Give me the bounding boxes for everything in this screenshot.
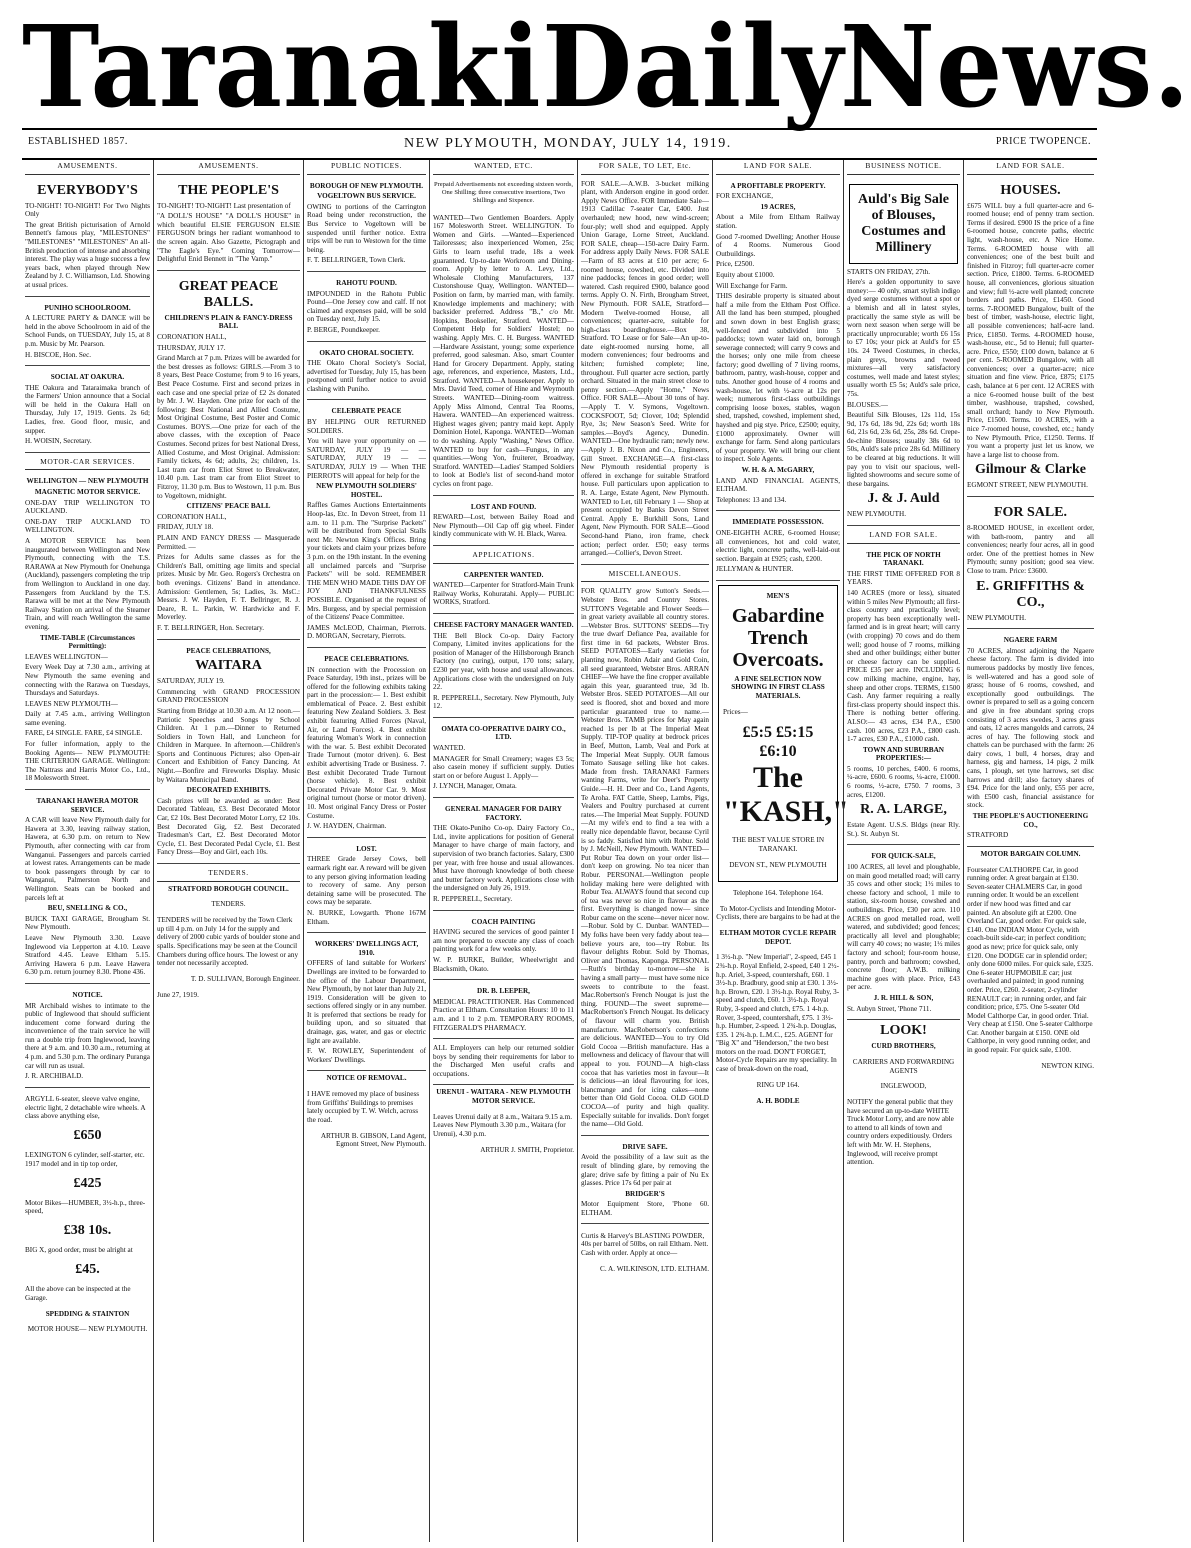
ad-signature: ARTHUR J. SMITH, Proprietor. [480, 1145, 574, 1154]
section-heading: LAND FOR SALE. [847, 529, 960, 544]
ad-address: Motor Equipment Store, 'Phone 60. ELTHAM. [581, 1200, 709, 1217]
ad-date: THURSDAY, JULY 17. [157, 343, 226, 352]
ad-firm: Gilmour & Clarke [975, 462, 1086, 478]
ad-title: THE PEOPLE'S [178, 182, 279, 198]
ad-body: Curtis & Harvey's BLASTING POWDER, 40s per barrel of 50lbs, on rail Eltham. Nett. Cash with order. Apply at once— [581, 1231, 709, 1257]
ad-title: FOR SALE. [993, 505, 1068, 520]
ad-title: SOCIAL AT OAKURA. [50, 373, 125, 382]
column-amusements-1 [22, 160, 153, 1542]
ad-signature: J. W. HAYDEN, Chairman. [307, 822, 387, 831]
ad-body: IMPOUNDED in the Rahotu Public Pound—One Jersey cow and calf. If not claimed and expenses paid, will be sold on Tuesday next, July 15. [307, 289, 426, 324]
ad-body: MR Archibald wishes to intimate to the public of Inglewood that should sufficient inducement come forward during the inconvenience of the train service he will run a double trip from Inglewood, leaving there at 9 a.m. and 10.30 a.m., returning at 4 p.m. and 5.30 p.m. The ordinary Puranga car will run as usual. [25, 1001, 150, 1070]
ad-fare: FARE, £4 SINGLE. FARE, £4 SINGLE. [25, 729, 143, 738]
ad-signature: JELLYMAN & HUNTER. [716, 565, 794, 574]
ad-ngaere-farm [967, 632, 1094, 847]
dateline: NEW PLYMOUTH, MONDAY, JULY 14, 1919. [404, 136, 732, 151]
ad-line: ONE-DAY TRIP AUCKLAND TO WELLINGTON. [25, 517, 150, 535]
ad-address: NEW PLYMOUTH. [967, 613, 1027, 622]
ad-price: £425 [73, 1175, 102, 1191]
ad-title: FOR QUICK-SALE, [871, 852, 936, 861]
ad-line: ONE-DAY TRIP WELLINGTON TO AUCKLAND. [25, 498, 150, 516]
ad-title: CHEESE FACTORY MANAGER WANTED. [433, 620, 574, 629]
ad-title: OKATO CHORAL SOCIETY. [319, 348, 414, 357]
ad-line: Daily at 7.45 a.m., arriving Wellington same evening. [25, 710, 150, 727]
ad-body: A MOTOR SERVICE has been inaugurated between Wellington and New Plymouth, connecting with the T.S. RARAWA at New Plymouth for Onehunga (Auckland), passengers completing the trip from Wellington to Auckland in one day. Passengers from Auckland by the T.S. Rarawa will be met at the New Plymouth Railway Station on arrival of the Steamer Train, and will reach Wellington the same evening. [25, 537, 150, 631]
ad-address: LAND AND FINANCIAL AGENTS, ELTHAM. [716, 476, 840, 494]
ad-subtitle: CARRIERS AND FORWARDING AGENTS [852, 1057, 955, 1075]
ad-signature: W. P. BURKE, Builder, Wheelwright and Blacksmith, Okato. [433, 955, 574, 973]
ad-waitara [157, 643, 300, 864]
ad-title: LOST. [356, 844, 377, 853]
ad-body: THE Bell Block Co-op. Dairy Factory Company, Limited invites applications for the position of Manager of the Hillsborough Branch Factory (no curing), output, 170 tons; salary, £230 per year, with house and usual allowances. Applications close with the undersigned on July 22. [433, 631, 574, 692]
ad-firm: SPEDDING & STAINTON [45, 1309, 130, 1318]
ad-line: All the above can be inspected at the Garage. [25, 1285, 131, 1302]
ad-magnetic [25, 473, 150, 790]
ad-employers [433, 1042, 574, 1085]
columns [22, 160, 1097, 1542]
ad-address: Estate Agent. U.S.S. Bldgs (near Rly. St.). St. Aubyn St. [847, 821, 960, 838]
ad-subheading: CITIZENS' PEACE BALL [186, 502, 271, 511]
ad-headline-box [849, 184, 958, 264]
ad-firm: BEU, SNELLING & CO., [47, 904, 128, 913]
ad-pick-of-north-taranaki [847, 547, 960, 846]
ad-price: £650 [73, 1128, 102, 1143]
ad-body: A CAR will leave New Plymouth daily for Hawera at 3.30, leaving railway station, Hawera, at 6.30 p.m. on return to New Plymouth, after connecting with car from Wanganui. Passengers and parcels carried at lowest rates. Arrangements can be made to book passengers through by car to Wanganui, Palmerston North and Wellington. Seats can be booked and parcels left at [25, 816, 150, 902]
ad-body: Avoid the possibility of a law suit as the result of blinding glare, by removing the glare; drive safe by fitting a pair of Nu Ex glasses. Price 17s 6d per pair at [581, 1153, 709, 1188]
ad-date: FRIDAY, JULY 18. [157, 523, 214, 532]
established-text: ESTABLISHED 1857. [28, 136, 128, 147]
ad-title: PUNIHO SCHOOLROOM. [44, 303, 131, 312]
ad-body: Starting from Bridge at 10.30 a.m. At 12 noon.—Patriotic Speeches and Songs by School Children. At 1 p.m.—Dinner to Returned Soldiers in Town Hall, and Luncheon for Children in Marquee. In afternoon.—Children's Sports and Continuous Pictures; also Open-air Concert and Exhibition of Fancy Dancing. At Night.—Bonfire and Fireworks Display. Music by Waitara Municipal Band. [157, 706, 300, 784]
ad-address: NEW PLYMOUTH. [847, 510, 907, 519]
ad-body: 70 ACRES, almost adjoining the Ngaere cheese factory. The farm is divided into numerous paddocks by mostly live fences, is well-watered and has a good sole of grass; house of 6 rooms, cowshed, and exceptionally good outbuildings. The owner is prepared to sell as a going concern and give in free abundant spring crops consisting of 3 acres swedes, 3 acres grass and oats, 12 acres mangolds and carrots, 24 acres of hay. The following stock and chattels can be purchased with the farm: 26 dairy cows, 1 bull, 4 horses, dray and harness, gig and harness, 14 pigs, 2 milk cans, 1 plough, set tyne harrows, set disc harrows and drill; also factory shares of £94. Price for the land only, £55 per acre, with £500 cash, financial assistance for stock. [967, 646, 1094, 810]
ad-body: For fuller information, apply to the Booking Agents— NEW PLYMOUTH: THE CRITERION GARAGE. Wellington: The Nattrass and Harris Motor Co., Ltd., 18 Molesworth Street. [25, 740, 150, 783]
ad-title: NOTICE OF REMOVAL. [326, 1074, 407, 1083]
ad-subtitle: TO-NIGHT! TO-NIGHT! Last presentation of [157, 201, 291, 210]
ad-title: GENERAL MANAGER FOR DAIRY FACTORY. [445, 805, 562, 822]
section-heading: TENDERS. [157, 867, 300, 882]
section-heading: AMUSEMENTS. [25, 160, 150, 175]
ad-subheading: WANTED. [433, 744, 466, 753]
ad-kash-overcoats [718, 585, 849, 882]
ad-line: PLAIN AND FANCY DRESS — Masquerade Permitted. — [157, 534, 300, 551]
ad-title: URENUI - WAITARA - NEW PLYMOUTH MOTOR SERVICE. [436, 1088, 571, 1106]
ad-body: 100 ACRES, all level and ploughable, on main good metalled road; will carry 35 cows and other stock; 1½ miles to cheese factory and school, 1 mile to station, six-room house, cowshed and outbuildings. Price, £30 per acre. 110 ACRES on good metalled road, well watered, and subdivided; good fences; practically all level and ploughable; will carry 40 cows; no waste; 1½ miles factory and school; four-room house, pantry, porch and bathroom; cowshed, concrete floor; A.W.B. milking machine goes with place. Price, £43 per acre. [847, 863, 960, 992]
ad-title: LOOK! [880, 1023, 927, 1039]
ad-signature: F. T. BELLRINGER, Town Clerk. [307, 256, 406, 265]
ad-address: St. Aubyn Street, 'Phone 711. [847, 1004, 932, 1013]
ad-signature: H. BISCOE, Hon. Sec. [25, 350, 92, 359]
ad-title: WORKERS' DWELLINGS ACT, 1910. [314, 940, 419, 957]
ad-line: LEAVES WELLINGTON— [25, 652, 108, 661]
section-heading: PUBLIC NOTICES. [307, 160, 426, 175]
ad-subheading: CHILDREN'S PLAIN & FANCY-DRESS BALL [164, 313, 293, 331]
ad-body: THIS desirable property is situated about half a mile from the Eltham Post Office. All the land has been stumped, ploughed and sown down in best English grass; well-fenced and subdivided into 5 paddocks; town water laid on, borough sewerage connected; will carry 9 cows and the horses; only one mile from cheese factory; good dwelling of 7 living rooms, bathroom, pantry, wash-house, copper and tubs. Another good house of 4 rooms and wash-house, let with ½-acre at 12s per week; numerous first-class outbuildings comprising loose boxes, stables, wagon shed, trapshed, cowshed, implement shed, hayshed and pig stye. Price, £2500; equity, £1000 approximately. Owner will exchange for farm. Send along particulars of your property. We will bring our client to inspect. Sole Agents. [716, 292, 840, 464]
ad-cheese-manager [433, 617, 574, 718]
ad-title: IMMEDIATE POSSESSION. [732, 518, 824, 527]
ad-firm: E. GRIFFITHS & CO., [976, 578, 1085, 610]
ad-dr-leeper [433, 983, 574, 1039]
ad-subtitle: A FINE SELECTION NOW SHOWING IN FIRST CLASS MATERIALS. [731, 674, 825, 700]
ad-body: 140 ACRES (more or less), situated within 5 miles New Plymouth; all first-class country and practically level; property has been exceptionally well-farmed and is in great heart; will carry (with cropping) 70 cows and do them well; good house of 7 rooms, milking shed and other buildings; either butter or cheese factory can be supplied. PRICE £35 per acre. INCLUDING 6 cow milking machine, engine, hay, sheep and other crops. TERMS, £1500 Cash. Any farmer requiring a really first-class property should inspect this. There is nothing better offering. ALSO:— 43 acres, £34 P.A., £500 cash. 100 acres, £23 P.A., £800 cash. 1-7 acres, £30 P.A., £1000 cash. [847, 589, 960, 744]
ad-address: INGLEWOOD, [880, 1082, 927, 1091]
ad-title: HOUSES. [1000, 182, 1061, 198]
ad-quick-sale [847, 848, 960, 1020]
ad-address: STRATFORD [967, 831, 1009, 840]
ad-firm: R. A. LARGE, [860, 802, 947, 818]
ad-title: EVERYBODY'S [37, 182, 138, 198]
ad-body: ALL Employers can help our returned soldier boys by sending their requirements for labor to the Discharged Men useful crafts and occupations. [433, 1044, 574, 1078]
ad-line: LEAVES NEW PLYMOUTH— [25, 699, 118, 708]
ad-body: "A DOLL'S HOUSE" "A DOLL'S HOUSE" in which beautiful ELSIE FERGUSON ELSIE FERGUSON brings her radiant womanhood to the screen again. Also Gazette, Pictograph and "The Eagle's Eye." Coming Tomorrow—Delightful Enid Bennett in "The Vamp." [157, 212, 300, 264]
ad-body: A LECTURE PARTY & DANCE will be held in the above Schoolroom in aid of the School Funds, on TUESDAY, July 15, at 8 p.m. Music by Mr. Pearson. [25, 314, 150, 348]
ad-line: BIG X, good order, must be alright at [25, 1246, 133, 1255]
ad-line: Commencing with GRAND PROCESSION GRAND PROCESSION [157, 687, 300, 705]
ad-price: Price, £2500. [716, 260, 755, 269]
section-heading: WANTED, ETC. [433, 160, 574, 175]
ad-coach-painting [433, 914, 574, 981]
ad-body: The great British picturisation of Arnold Bennett's famous play, "MILESTONES" "MILESTONES" "MILESTONES" An all-British production of intense and absorbing interest. The play was a huge success a few years back, when played through New Zealand by J. C. Williamson, Ltd. Showing at usual prices. [25, 220, 150, 289]
ad-title: NGAERE FARM [1003, 636, 1058, 645]
ad-title: Auld's Big Sale of Blouses, Costumes and Millinery [857, 191, 950, 255]
for-sale-classifieds [581, 178, 709, 565]
ad-aulds-sale [847, 178, 960, 526]
ad-phone: Telephones: 13 and 134. [716, 495, 787, 504]
ad-immediate-possession [716, 514, 840, 581]
ad-start: STARTS ON FRIDAY, 27th. [847, 267, 931, 276]
ad-curd-brothers [847, 1023, 960, 1167]
ad-body: Cash prizes will be awarded as under: Best Decorated Tableau, £3. Best Decorated Motor Car, £2 10s. Best Decorated Motor Lorry, £2 10s. Best Decorated Gig, £2. Best Decorated Tradesman's Cart, £2. Best Decorated Motor Cycle, £1. Best Decorated Pedal Cycle, £1. Best Fancy Dress—Boy and Girl, each 10s. [157, 796, 300, 857]
ad-times: Leave New Plymouth 3.30. Leave Inglewood via Lepperton at 4.10. Leave Stratford 4.45. Leave Eltham 5.15. Arriving Hawera 6 p.m. Leave Hawera 6.30 p.m. return journey 8.30. Phone 436. [25, 933, 150, 977]
ad-signature: F. T. BELLRINGER, Hon. Secretary. [157, 623, 265, 632]
prepaid-note: Prepaid Advertisements not exceeding sixteen words, One Shilling; three consecutive insertions, Two Shillings and Sixpence. [434, 181, 573, 205]
ad-title: CARPENTER WANTED. [463, 570, 544, 579]
ad-workers-dwellings [307, 936, 426, 1071]
ad-title: TARANAKI HAWERA MOTOR SERVICE. [36, 797, 139, 814]
ad-acres: 19 ACRES, [760, 202, 796, 211]
ad-peace-celebrations [307, 651, 426, 838]
ad-taranaki-hawera [25, 793, 150, 984]
ad-rahotu-pound [307, 275, 426, 342]
ad-title: THE PICK OF NORTH TARANAKI. [866, 550, 941, 568]
section-heading: FOR SALE, TO LET, Etc. [581, 160, 709, 175]
ad-title: NOTICE. [72, 990, 103, 999]
ad-title: COACH PAINTING [471, 917, 536, 926]
ad-venue: CORONATION HALL, [157, 332, 227, 341]
ad-body: OWING to portions of the Carrington Road being under reconstruction, the Bus Service to Vogeltown will be suspended until further notice. Extra trips will be run to Westown for the time being. [307, 202, 426, 254]
section-heading: MOTOR-CAR SERVICES. [25, 456, 150, 471]
ad-body: Prizes for Adults same classes as for the Children's Ball, omitting age limits and special prizes. Music by Mr. Geo. Rogers's Orchestra on both evenings. Citizens' Band in attendance. Admission: Gentlemen, 5s; Ladies, 3s. MsC.: Messrs. J. W. Hayden, F. T. Bellringer, R. J. Deare, R. L. Parkin, W. Hardwicke and F. Moverley. [157, 553, 300, 622]
ad-body: THE Oakura and Tataraimaka branch of the Farmers' Union announce that a Social will be held in the Oakura Hall on Thursday, July 17, 1919. Gents. 2s 6d; Ladies, free. Good floor, music, and supper. [25, 383, 150, 435]
ad-body: MEDICAL PRACTITIONER. Has Commenced Practice at Eltham. Consultation Hours: 10 to 11 a.m. and 1 to 2 p.m. TEMPORARY ROOMS, FITZGERALD'S PHARMACY. [433, 997, 574, 1032]
ad-motor-bargains [967, 850, 1094, 1071]
ad-line: Motor Bikes—HUMBER, 3½-h.p., three-speed, [25, 1198, 146, 1216]
ad-body: Beautiful Silk Blouses, 12s 11d, 15s 9d, 17s 6d, 18s 9d, 22s 6d; worth 18s 6d, 21s 6d, 23s 6d, 25s, 28s 6d. Crepe-de-chine Blouses; usually 38s 6d to 50s, Auld's sale price 28s 6d. Millinery to be cleared at big reductions. It will pay you to visit our spacious, well-lighted showrooms and secure some of these bargains. [847, 411, 960, 488]
ad-firm: W. H. & A. McGARRY, [741, 466, 815, 474]
ad-title: RAHOTU POUND. [336, 278, 397, 287]
ad-line: Equity about £1000. [716, 270, 775, 279]
section-heading: AMUSEMENTS. [157, 160, 300, 175]
ad-title: STRATFORD BOROUGH COUNCIL. [168, 884, 289, 893]
ad-date: June 27, 1919. [157, 990, 199, 999]
ad-blasting-powder [581, 1232, 709, 1274]
ad-title: MOTOR BARGAIN COLUMN. [980, 849, 1081, 858]
ad-general-manager [433, 801, 574, 911]
ad-line: FOR EXCHANGE, [716, 192, 774, 201]
ad-signature: NEWTON KING. [1041, 1061, 1094, 1070]
ad-prices-label: Prices— [723, 707, 748, 716]
price-text: PRICE TWOPENCE. [995, 136, 1091, 147]
ad-oakura [25, 369, 150, 453]
ad-subtitle: BY HELPING OUR RETURNED SOLDIERS. [307, 418, 426, 435]
ad-title: DRIVE SAFE. [622, 1142, 668, 1151]
ad-line: Will Exchange for Farm. [716, 281, 788, 290]
ad-price: £45. [75, 1262, 100, 1278]
misc-classifieds [581, 585, 709, 1135]
ad-signature: H. WOISIN, Secretary. [25, 437, 92, 446]
ad-store-name: The "KASH," [723, 761, 849, 829]
ad-signature: J. LYNCH, Manager, Omata. [433, 782, 517, 791]
column-for-sale [577, 160, 712, 1542]
ad-body: IN connection with the Procession on Peace Saturday, 19th inst., prizes will be offered for the following exhibits taking part in the procession:— 1. Best exhibit emblematical of Peace. 2. Best exhibit featuring New Zealand Soldiers. 3. Best exhibit featuring Allied Forces (Naval, Air, or Land Forces). 4. Best exhibit featuring Woman's Work in connection with the war. 5. Best exhibit Decorated Trade Turnout (motor driven). 6. Best exhibit advertising Trade or Business. 7. Best exhibit Decorated Trade Turnout (horse vehicle). 8. Best exhibit Decorated Private Motor Car. 9. Most original turnout (horse or motor driven). 10. Most original Fancy Dress or Poster Costume. [307, 665, 426, 820]
ad-body: ONE-EIGHTH ACRE, 6-roomed House; all conveniences, hot and cold water, electric light, concrete paths, well-laid-out section. Bargain at £925; cash, £200. [716, 528, 840, 563]
ad-houses [967, 178, 1094, 497]
ad-subheading: TIME-TABLE (Circumstances Permitting): [40, 633, 135, 651]
ad-address: EGMONT STREET, NEW PLYMOUTH. [967, 481, 1088, 490]
ad-notice-removal [307, 1074, 426, 1149]
ad-title: OMATA CO-OPERATIVE DAIRY CO., LTD. [441, 724, 566, 742]
ad-subheading: PEACE CELEBRATIONS, [186, 646, 271, 655]
ad-body: HAVING secured the services of good painter I am now prepared to execute any class of coach painting work for a few weeks only. [433, 928, 574, 954]
ad-title: PEACE CELEBRATIONS. [324, 654, 409, 663]
column-land-for-sale-2 [963, 160, 1097, 1542]
section-heading: BUSINESS NOTICE. [847, 160, 960, 175]
ad-okato-choral [307, 345, 426, 401]
ad-everybodys [25, 178, 150, 297]
section-heading: MISCELLANEOUS. [581, 568, 709, 583]
ad-line: LEXINGTON 6 cylinder, self-starter, etc. 1917 model and in tip top order, [25, 1151, 145, 1168]
wanted-classifieds [433, 212, 574, 496]
section-heading: APPLICATIONS. [433, 549, 574, 564]
ad-body: NOTIFY the general public that they have secured an up-to-date WHITE Truck Motor Lorry, and are now able to attend to all kinds of town and country orders expeditiously. Orders left with Mr. W. H. Stephens, Inglewood, will receive prompt attention. [847, 1098, 954, 1167]
ad-spedding [25, 1095, 150, 1334]
column-amusements-2 [153, 160, 303, 1542]
ad-body: You will have your opportunity on — SATURDAY, JULY 19 — — SATURDAY, JULY 19 — — SATURDAY, JULY 19 — When THE PIERROTS will appeal for help for the [307, 437, 426, 480]
ad-body: £675 WILL buy a full quarter-acre and 6-roomed house; end of penny tram section. Terms if desired. £900 IS the price of a fine 6-roomed house, concrete paths, electric light, wash-house, etc. A Nice Home. Terms. 6-ROOMED house with all conveniences; one of the best built and finished in Fitzroy; full quarter-acre corner section. Price, £1800. Terms. 6-ROOMED house, all conveniences, glorious situation and view; full ½-acre well planted; concrete borders and paths. Price, £1450. Good terms. 7-ROOMED Bungalow, built of the best of timber, wash-house, electric light, all possible conveniences; half-acre land. Price, £1850. Terms. 4-ROOMED house, wash-house, etc., 5d to Henui; full quarter-acre. Price, £550; £100 down, balance at 6 per cent. 5-ROOMED Bungalow, with all conveniences; over a quarter-acre; nice situation and fine view. Price, £875; £175 cash, balance at 6 per cent. 12 ACRES with a nice 6-roomed house built of the best timber, washhouse, trapshed, cowshed, small orchard; handy to New Plymouth. Price, £1500. Terms. 10 ACRES, with a nice 7-roomed house, cowshed, etc.; handy to New Plymouth. Price, £1250. Terms. If you want a property just let us know, we have a large list to choose from. [967, 201, 1094, 459]
ad-signature: T. D. SULLIVAN, Borough Engineer. [190, 974, 300, 983]
ad-lost-found [433, 499, 574, 546]
ad-signature: R. PEPPERELL, Secretary. New Plymouth, July 12. [433, 693, 574, 711]
ad-title: ELTHAM MOTOR CYCLE REPAIR DEPOT. [719, 928, 837, 946]
ad-stratford-tenders [157, 885, 300, 1000]
ad-body: MANAGER for Small Creamery; wages £3 5s; also casein money if sufficient supply. Duties start on or before August 1. Apply— [433, 754, 574, 780]
ad-signature: N. BURKE, Lowgarth. 'Phone 167M Eltham. [307, 908, 426, 926]
ad-line: ARGYLL 6-seater, sleeve valve engine, electric light, 2 detachable wire wheels. A class above anything else, [25, 1095, 146, 1121]
ad-signature: ARTHUR B. GIBSON, Land Agent, Egmont Street, New Plymouth. [320, 1131, 426, 1149]
ad-date: SATURDAY, JULY 19. [157, 677, 225, 686]
ad-slogan: THE BEST VALUE STORE IN TARANAKI. [731, 836, 825, 854]
masthead-word-2: Daily [542, 0, 845, 133]
ad-vogeltown-bus [307, 178, 426, 272]
ad-urenui-motor [433, 1088, 574, 1154]
ad-body: 1 3½-h.p. "New Imperial", 2-speed, £45 1 2¾-h.p. Royal Enfield, 2-speed, £40 1 2½-h.p. Ariel, 3-speed, countershaft, £60. 1 3½-h.p. Bradbury, good snip at £30. 1 3½-h.p. Brown, £20. 1 3½-h.p. Royal Ruby, 3-speed and clutch, £60. 1 3½-h.p. Royal Ruby, 3-speed and clutch, £75. 1 4-h.p. Rover, 3-speed, countershaft, £75. 1 3½-h.p. Humber, 2-speed. 1 2¾-h.p. Douglas, £35. 1 2¾-h.p. L.M.C., £25. AGENT for "Big X" and "Henderson," the two best motors on the road. DON'T FORGET, Motor-Cycle Repairs are my speciality. In case of break-down on the road, [716, 953, 840, 1074]
ad-price: £38 10s. [63, 1223, 112, 1239]
ad-lost-cows [307, 841, 426, 933]
ad-firm: THE PEOPLE'S AUCTIONEERING CO., [972, 812, 1089, 829]
ad-title: MAGNETIC MOTOR SERVICE. [34, 488, 141, 497]
ad-body: FOR SALE.—A.W.B. 3-bucket milking plant, with Anderson engine in good order. Apply News Office. FOR Immediate Sale—1913 Cadillac 7-seater Car, £400. Just overhauled; new hood, new wind-screen; four-ply; well shod and equipped. Apply Union Garage, Lorne Street, Auckland. FOR SALE, cheap—150-acre Dairy Farm. For address apply Daily News. FOR SALE—Farm of 83 acres at £10 per acre; 6-roomed house, cowshed, etc. Divided into nine paddocks; fences in good order; well watered. Cash required £900, balance good terms. Apply O. N. Firth, Brougham Street, New Plymouth. FOR SALE, Stratford—Modern Twelve-roomed House, all conveniences; quarter-acre, suitable for high-class boardinghouse.—Box 38, Stratford. TO Lease or for Sale—An up-to-date eight-roomed nursing home, all modern conveniences; four bedrooms and kitchen; furnished complete; line, throughout. Full quarter acre section, partly orchard. Situated in the main street close to penny section.—Apply "Home," News Office. FOR SALE—About 30 tons of hay. —Apply T. V. Symons, Vogeltown. COCKSFOOT, 5d; Clover, 10d; Splendid Rye, 3s; New Season's Seed. Write for samples.—Boyd's Agency, Dunedin. WANTED—One hydraulic ram; newly new.—Apply J. B. Nixon and Co., Engineers, Gill Street. EXCHANGE—A first-class New Plymouth residential property is offered in exchange for suitable Stratford house. Full particulars upon application to R. A. Large, Estate Agent, New Plymouth. WANTED to Let, till February 1 — Shop at present occupied by Banks Devon Street Central. Apply E. Burkhill Sons, Land Agent, New Plymouth. FOR SALE—Good Second-hand Piano, iron frame, check action; perfect order. £50; easy terms arranged.—Collier's, Devon Street. [581, 179, 709, 558]
ad-puniho [25, 300, 150, 367]
ad-eltham-motor-cycle [716, 889, 840, 1105]
ad-body: REWARD—Lost, between Bailey Road and New Plymouth—Oil Cap off gig wheel. Finder kindly communicate with W. H. Black, Warea. [433, 513, 574, 539]
ad-omata [433, 721, 574, 798]
ad-title: Gabardine Trench Overcoats. [731, 604, 825, 671]
ad-body: Fourseater CALTHORPE Car, in good running order. A great bargain at £130. Seven-seater CHALMERS Car, in good running order. It would be an excellent order if new hood was fitted and car painted. An absolute gift at £200. One Overland Car, good order. For quick sale, £140. One INDIAN Motor Cycle, with coach-built side-car; in perfect condition; good as new; price for quick sale, only £120. One DODGE car in splendid order; only done 6000 miles. For quick sale, £325. One 6-seater HUPMOBILE car; just overhauled and painted; in good running order. Price, £260. 2-seater, 2-cylinder RENAULT car; in running order, and fair condition; price, £75. One 5-seater Old Model Calthorpe Car, in good order. Trial. Very cheap at £150. One 5-seater Calthorpe Car. Another bargain at £150. ONE old Calthorpe, in very good running order, and in good repair. For quick sale, £100. [967, 865, 1094, 1055]
column-business-notice [843, 160, 963, 1542]
ad-body: Here's a golden opportunity to save money:— 40 only, smart stylish indigo dyed serge costumes without a spot or a blemish and all in latest styles, practically the same style as will be worn next season when serge will be practically unprocurable; worth £6 15s to £7 10s; your pick at Auld's for £5 10s. 24 Tweed Costumes, in checks, plain greys, browns and tweed mixtures—all very satisfactory costumes, well made and latest styles; usually worth £5 5s; Auld's sale price, 75s. [847, 278, 960, 398]
masthead-word-1: Taranaki [22, 0, 542, 133]
ad-body: FOR QUALITY grow Sutton's Seeds.—Webster Bros. and Country Stores. SUTTON'S Vegetable and Flower Seeds—in great variety available all country stores.—Webster Bros. SUTTONS' SEEDS—Try the true dwarf Defiance Pea, available for first time in 6d packets, Webster Bros. SEED POTATOES—Early varieties for planting now, Robin Adair and Gold Coin, all seed guaranteed, Webster Bros. ARRAN CHIEF—We have the fine cropper available again this year, guaranteed true, 3d lb. Webster Bros. SEED POTATOES—All our seed is floored, shot and boxed and more particular guaranteed true to name.—Webster Bros. TAMB prices for May again reached 1s per lb at The Imperial Meat Supply. TIP-TOP quality at bedrock prices in Beef, Mutton, Lamb, Veal and Pork at The Imperial Meat Supply. OUR famous Tomato Sausage selling like hot cakes. Made from fresh. TARANAKI Farmers wanting Farms, write for Deer's Property Guide.—H. H. Deer and Co., Land Agents, Te Aroha. FAT Cattle, Sheep, Lambs, Pigs, Vealers and Poultry purchased at current rates.—The Imperial Meat Supply. FOUND—At my wife's end to find a tea with a really nice dependable flavor, because Cyril is so faddy. Satisfied him with Robur. Sold by J. McNeill, New Plymouth. WANTED—Put Robur Tea down on your order list—don't keep on growing. No tea nicer than Robur. PERSONAL—Wellington people holiday making here were delighted with Robur Tea. ALWAYS found that second cup of tea was never so nice in flavour as the first. Everything is changed now— since Robur came on the scene—never nicer now.—Robur. Sold by C. Dunbar. WANTED—My folks have been very faddy about tea—believe yours are, too—try Robur. Its flavour delights Robur. Sold by Thomas, Oliver and Thomas, Kaponga. PERSONAL—Ruth's birthday to-morrow—she is having a small party— must have some nice sweets to contribute to the feast. Mac.Robertson's French Nougat is just the thing. FOUND—The sweet supreme—MacRobertson's French Nougat. Its delicacy of flavour will charm you. British manufacture. MacRobertson's confections are delicious. WANTED—You to try Old Gold Cocoa —British manufacture. Has a mellowness and delicacy of flavour that will appeal to you. FOUND—A high-class cocoa that has varieties most in favour—It is delicious—an ideal flavouring for ices, blancmange and for icing cakes—none better than Old Gold Cocoa. OLD GOLD COCOA—of purity and high quality. Especially suitable for invalids. Don't forget the name—Old Gold. [581, 587, 709, 1129]
ad-prices: £5:5 £5:15 [742, 724, 814, 742]
section-heading: LAND FOR SALE. [967, 160, 1094, 175]
ad-title: VOGELTOWN BUS SERVICE. [317, 192, 416, 201]
ad-line: About a Mile from Eltham Railway station. [716, 213, 840, 230]
masthead [22, 0, 1191, 133]
ad-signature: C. A. WILKINSON, LTD. ELTHAM. [600, 1264, 709, 1273]
ad-body: 5 rooms, 10 perches, £400. 6 rooms, ¼-acre, £600. 6 rooms, ¼-acre, £1000. 6 rooms, ½-acre, £750. 7 rooms, 3 acres, £1200. [847, 764, 960, 799]
ad-title: A PROFITABLE PROPERTY. [730, 181, 826, 190]
ad-peoples [157, 178, 300, 271]
ad-body: WANTED—Carpenter for Stratford-Main Trunk Railway Works, Kohuratahi. Apply— PUBLIC WORKS, Stratford. [433, 581, 574, 607]
ad-firm: CURD BROTHERS, [871, 1042, 936, 1051]
ad-body: Leaves Urenui daily at 8 a.m., Waitara 9.15 a.m. Leaves New Plymouth 3.30 p.m., Waitara (for Urenui), 4.30 p.m. [433, 1112, 572, 1139]
dateline-bar [22, 128, 1097, 160]
ad-subheading: TENDERS. [211, 900, 246, 909]
ad-subheading: TOWN AND SUBURBAN PROPERTIES:— [863, 745, 944, 763]
masthead-word-3: News. [840, 0, 1191, 133]
ad-subheading: DECORATED EXHIBITS. [186, 786, 271, 795]
ad-line: Good 7-roomed Dwelling; Another House of 4 Rooms. Numerous Good Outbuildings. [716, 232, 840, 258]
ad-title: WAITARA [195, 658, 262, 674]
ad-body: 8-ROOMED HOUSE, in excellent order, with bath-room, pantry and all conveniences; nearly four acres, all in good order. One of the prettiest homes in New Plymouth; sunny position; good sea view. Close to tram. Price: £3600. [967, 524, 1094, 575]
ad-peace-balls [157, 274, 300, 640]
ad-intro: To Motor-Cyclists and Intending Motor-Cyclists, there are bargains to be had at the [716, 904, 840, 922]
ad-firm: J. R. HILL & SON, [873, 993, 934, 1002]
ad-title: LOST AND FOUND. [470, 502, 537, 511]
section-heading: LAND FOR SALE. [716, 160, 840, 175]
ad-celebrate-peace [307, 403, 426, 647]
ad-body: OFFERS of land suitable for Workers' Dwellings are invited to be forwarded to the office of the Labour Department, New Plymouth, by not later than July 21, 1919. Consideration will be given to sections offered singly or in any number. It is preferred that sections be ready for building upon, and so situated that drainage, gas, water, and gas or electric light are available. [307, 959, 426, 1045]
ad-authority: BOROUGH OF NEW PLYMOUTH. [309, 181, 424, 190]
ad-body: THE Okato-Puniho Co-op. Dairy Factory Co., Ltd., invite applications for position of General Manager to have charge of main factory, and supervision of two branch factories. Salary, £300 per year, with free house and usual allowances. Must have thorough knowledge of both cheese and butter factory work. Applications close with the undersigned on July 26, 1919. [433, 824, 574, 893]
ad-signature: R. PEPPERELL, Secretary. [433, 894, 513, 903]
ad-address: BUICK TAXI GARAGE, Brougham St. New Plymouth. [25, 914, 150, 932]
ad-address: MOTOR HOUSE— NEW PLYMOUTH. [27, 1325, 148, 1334]
ad-line: RING UP 164. [756, 1080, 800, 1089]
ad-body: Grand March at 7 p.m. Prizes will be awarded for the best dresses as follows: GIRLS.—From 3 to 8 years, Best Peace Costume; from 9 to 16 years, Best Peace Costume. First and second prizes in each case and one special prize of £2 2s donated by Mr. J. W. Hayden. One prize for each of the following: Best National and Allied Costume, Most Original Costume, Best Poster and Comic Costumes. BOYS.—One prize for each of the above classes, with the exception of Peace Costumes. Second prizes for best National Dress, Allied Costume, and Most Original. Admission: Family tickets, 4s 6d; adults, 2s; children, 1s. Last tram car from Eliot Street to Breakwater, 10.40 p.m. Last tram car from Eliot Street to Fitzroy, 11.30 p.m. Bus to Westown, 11 p.m. Bus to Vogeltown, midnight. [157, 354, 300, 500]
ad-address: DEVON ST., NEW PLYMOUTH [729, 860, 827, 869]
ad-archibald [25, 987, 150, 1088]
ad-firm: J. & J. Auld [867, 491, 940, 507]
column-land-for-sale-1 [712, 160, 849, 1542]
ad-kicker: MEN'S [766, 591, 790, 600]
ad-prices: £6:10 [759, 743, 797, 761]
column-wanted [429, 160, 577, 1542]
ad-phone: Telephone 164. Telephone 164. [732, 888, 824, 897]
ad-subtitle: TO-NIGHT! TO-NIGHT! For Two Nights Only [25, 201, 150, 219]
ad-firm: A. H. BODLE [756, 1096, 800, 1105]
ad-line: Every Week Day at 7.30 a.m., arriving at New Plymouth the same evening and connecting with the Rarawa on Tuesdays, Thursdays and Saturdays. [25, 663, 150, 698]
ad-title: GREAT PEACE BALLS. [178, 278, 279, 310]
ad-subheading: BLOUSES.— [847, 400, 888, 409]
ad-route: WELLINGTON — NEW PLYMOUTH [26, 477, 149, 486]
ad-signature: JAMES McLEOD, Chairman, Pierrots. D. MORGAN, Secretary, Pierrots. [307, 623, 426, 641]
ad-signature: J. R. ARCHIBALD. [25, 1072, 84, 1081]
ad-firm: BRIDGER'S [625, 1189, 665, 1198]
ad-title: CELEBRATE PEACE [331, 407, 402, 416]
ad-for-sale-griffiths [967, 500, 1094, 629]
ad-subheading: NEW PLYMOUTH SOLDIERS' HOSTEL. [316, 482, 417, 499]
ad-carpenter [433, 567, 574, 614]
ad-signature: F. W. ROWLEY, Superintendent of Workers' Dwellings. [307, 1047, 426, 1064]
ad-drive-safe [581, 1139, 709, 1225]
ad-body: THE Okato Choral Society's Social, advertised for Tuesday, July 15, has been postponed until further notice to avoid clashing with Puniho. [307, 359, 426, 393]
ad-body: Raffles Games Auctions Entertainments Hoop-las, Etc. In Devon Street, from 11 a.m. to 11 p.m. The "Surprise Packets" will be distributed from Special Stalls next Mr. Newton King's Offices. Bring your tickets and claim your prizes before 3 p.m. on the 19th instant. In the evening all unclaimed parcels and "Surprise Packets" will be sold. REMEMBER THE MEN WHO MADE THIS DAY OF JOY AND THANKFULNESS POSSIBLE. Organised at the request of Mrs. Burgess, and by special permission of the Citizens' Peace Committee. [307, 501, 426, 622]
ad-body: THREE Grade Jersey Cows, bell earmark right ear. A reward will be given to any person giving information leading to recovery of same. Any person detaining same will be prosecuted. The cows may be separate. [307, 855, 426, 907]
ad-body: I HAVE removed my place of business from Griffiths' Buildings to premises lately occupied by T. W. Welch, across the road. [307, 1090, 420, 1124]
ad-body: TENDERS will be received by the Town Clerk up till 4 p.m. on July 14 for the supply and delivery of 2000 cubic yards of boulder stone and spalls. Specifications may be seen at the Council Chambers during office hours. The lowest or any tender not necessarily accepted. [157, 916, 300, 968]
ad-subtitle: THE FIRST TIME OFFERED FOR 8 YEARS. [847, 569, 960, 587]
ad-title: DR. B. LEEPER, [477, 987, 530, 996]
ad-venue: CORONATION HALL, [157, 512, 227, 521]
column-public-notices [303, 160, 429, 1542]
ad-signature: P. BERGE, Poundkeeper. [307, 325, 380, 334]
ad-profitable-property [716, 178, 840, 512]
ad-body: WANTED—Two Gentlemen Boarders. Apply 167 Molesworth Street. WELLINGTON. To Women and Girls. —Wanted—Experienced Tailoresses; also inexperienced Women, 25s; Girls to learn useful trade, 18s a week guaranteed. Up-to-date Workroom and Dining-room. Apply by letter to A. Levy, Ltd., Wholesale Clothing Manufacturers, 137 Custonshouse Quay, Wellington. WANTED—Position on farm, by married man, with family. Knowledge implements and machinery; with backsider preferred. Address "B.," c/o Mr. Hopkins, Bookseller, Stratford. WANTED—Competent Help for Soldiers' Hostel; no washing. Apply Mrs. C. H. Burgess. WANTED—Hardware Assistant, young; some experience preferred, good salesman. Also, smart Counter Hand for Grocery Department. Apply, stating age, references, and experience, Masters, Ltd., Stratford. WANTED—A housekeeper. Apply to Mrs. David Teed, corner of Hine and Weymouth Streets. WANTED—Dining-room waitress. Apply Miss Almond, Central Tea Rooms, Hawera. WANTED—An experienced waitress. Highest wages given; pantry maid kept. Apply Dominion Hotel, Kaponga. WANTED—Woman to do washing. Apply "Washing," News Office. WANTED to buy for cash—Fungus, in any quantities.—Wong Yon, fruiterer, Broadway, Stratford. WANTED—Ladies' Stamped Soldiers to look at Bodle's list of second-hand motor cycles on front page. [433, 213, 574, 488]
